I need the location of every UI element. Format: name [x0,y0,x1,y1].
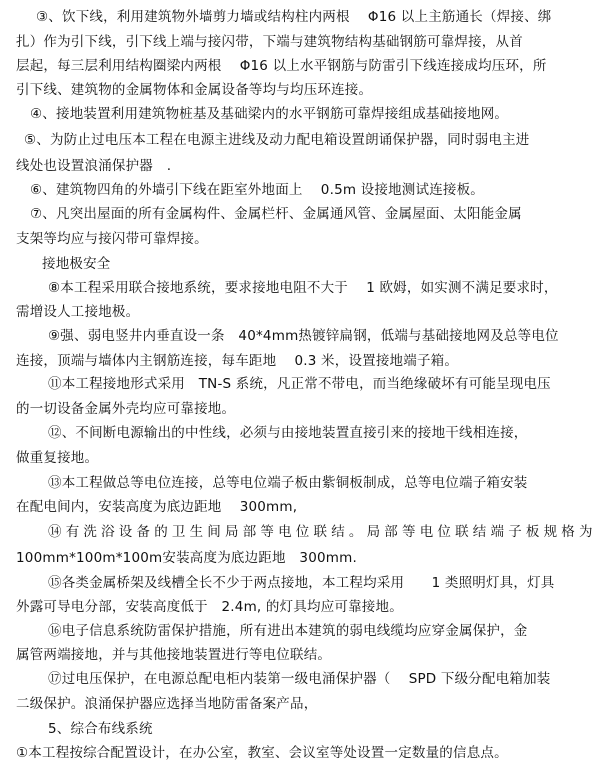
text-line: ⑪本工程接地形式采用 TN-S 系统，凡正常不带电，而当绝缘破坏有可能呈现电压 [48,376,551,392]
text-line: 做重复接地。 [16,450,99,466]
text-line: 二级保护。浪涌保护器应选择当地防雷备案产品， [16,696,318,712]
text-line: ⑰过电压保护，在电源总配电柜内装第一级电涌保护器（ SPD 下级分配电箱加装 [48,671,551,687]
text-line: 外露可导电分部，安装高度低于 2.4m, 的灯具均应可靠接地。 [16,599,403,615]
text-line: ⑥、建筑物四角的外墙引下线在距室外地面上 0.5m 设接地测试连接板。 [30,182,485,198]
text-line: 支架等均应与接闪带可靠焊接。 [16,231,208,247]
text-line: ⑮各类金属桥架及线槽全长不少于两点接地，本工程均采用 1 类照明灯具，灯具 [48,575,555,591]
text-line: 属管两端接地，并与其他接地装置进行等电位联结。 [16,647,332,663]
text-line: ⑯电子信息系统防雷保护措施，所有进出本建筑的弱电线缆均应穿金属保护，金 [48,623,528,639]
text-line: 的一切设备金属外壳均应可靠接地。 [16,401,236,417]
text-line: ⑭有洗浴设备的卫生间局部等电位联结。局部等电位联结端子板规格为 [48,524,597,540]
text-line: 在配电间内，安装高度为底边距地 300mm, [16,499,298,515]
text-line: 100mm*100m*100m安装高度为底边距地 300mm. [16,550,357,566]
text-line: 需增设人工接地极。 [16,304,140,320]
text-line: 连接，顶端与墙体内主钢筋连接，每车距地 0.3 米，设置接地端子箱。 [16,353,459,369]
text-line: ⑫、不间断电源输出的中性线，必须与由接地装置直接引来的接地干线相连接， [48,425,528,441]
text-line: 层起，每三层利用结构圈梁内两根 Φ16 以上水平钢筋与防雷引下线连接成均压环，所 [16,58,547,74]
text-line: 线处也设置浪涌保护器 . [16,158,172,174]
text-line: ⑧本工程采用联合接地系统，要求接地电阻不大于 1 欧姆，如实测不满足要求时， [48,280,558,296]
text-line: ⑨强、弱电竖井内垂直设一条 40*4mm热镀锌扁钢，低端与基础接地网及总等电位 [48,328,559,344]
text-line: ⑤、为防止过电压本工程在电源主进线及动力配电箱设置朗诵保护器，同时弱电主进 [24,132,530,148]
text-line: ③、饮下线，利用建筑物外墙剪力墙或结构柱内两根 Φ16 以上主筋通长（焊接、绑 [36,9,552,25]
text-line: 扎）作为引下线，引下线上端与接闪带，下端与建筑物结构基础钢筋可靠焊接，从首 [16,34,523,50]
text-line: ④、接地装置利用建筑物桩基及基础梁内的水平钢筋可靠焊接组成基础接地网。 [30,106,509,122]
text-line: ⑬本工程做总等电位连接，总等电位端子板由紫铜板制成，总等电位端子箱安装 [48,475,528,491]
text-line: ⑦、凡突出屋面的所有金属构件、金属栏杆、金属通风管、金属屋面、太阳能金属 [30,206,522,222]
text-line: ①本工程按综合配置设计，在办公室，教室、会议室等处设置一定数量的信息点。 [16,745,508,761]
text-line: 5、综合布线系统 [48,721,153,737]
text-line: 引下线、建筑物的金属物体和金属设备等均与均压环连接。 [16,82,373,98]
text-line: 接地极安全 [42,256,111,272]
